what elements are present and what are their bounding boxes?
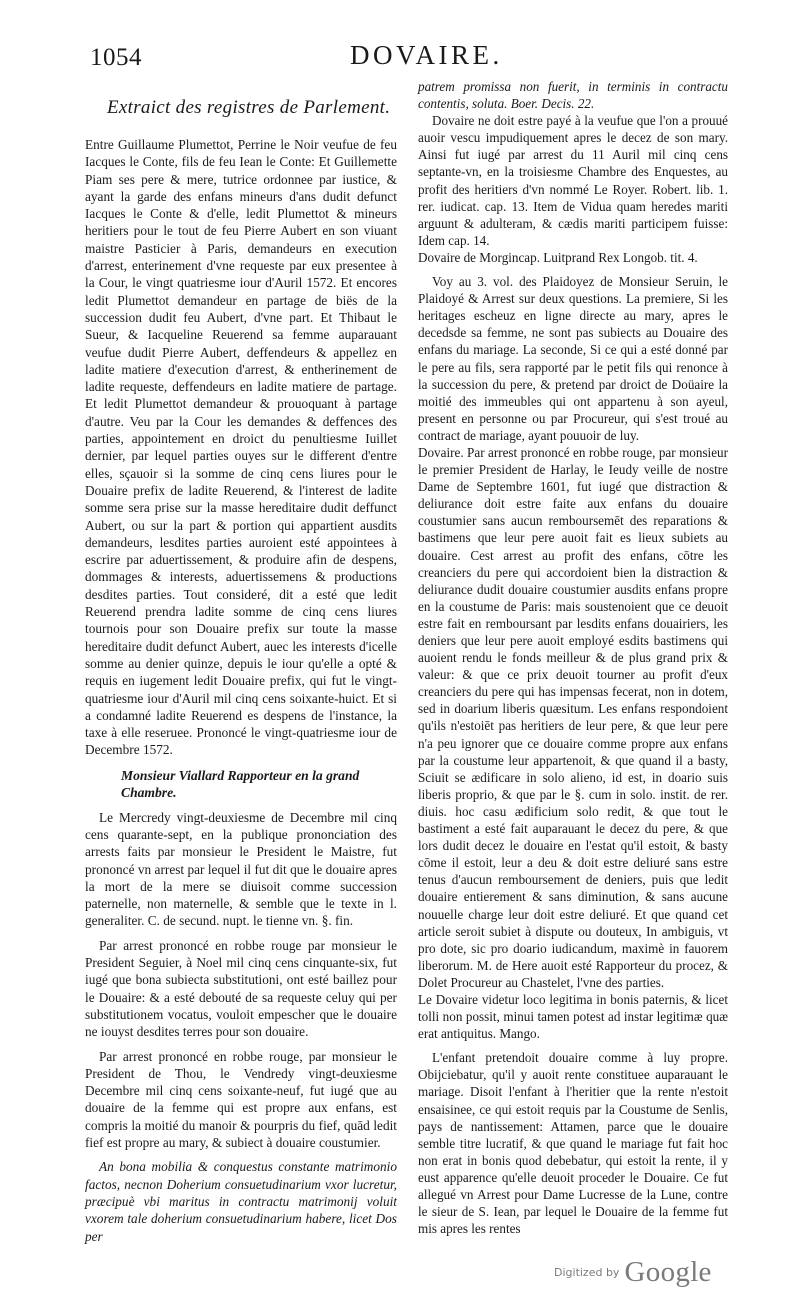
page-number: 1054 (90, 44, 142, 71)
left-column (85, 96, 397, 1245)
paragraph-latin-question: An bona mobilia & conquestus constante matrimonio factos, necnon Doherium consuetudinarium vxor lucretur, præcipuè vbi maritus in contractu matrimonij voluit vxorem tale doherium consuetudinarium habere, licet Dos per (85, 1159, 397, 1244)
watermark-prefix: Digitized by (554, 1266, 620, 1279)
paragraph-harlay: Dovaire. Par arrest prononcé en robbe rouge, par monsieur le premier President de Harlay, le Ieudy veille de nostre Dame de Septembre 1601, fut iugé que distraction & deliurance doit estre faite aux enfans du douaire coustumier sans aucun remboursemēt des reparations & bastimens que leur pere auoit fait es lieux subiets au douaire. Cest arrest au profit des enfans, cōtre les creanciers du pere qui accordoient bien la distraction & deliurance dudit douaire coustumier ausdits enfans propre en la coustume de Paris: mais soustenoient que ce deuoit estre fait en remboursant par lesdits enfans douairiers, les deniers que leur pere auoit employé esdits bastimens qui auoient rendu le fonds meilleur & de plus grand prix & valeur: & que ce prix deuoit tourner au profit d'eux creanciers du pere qui has impensas fecerat, non in dotem, sed in doarium liberis quæsitum. Les enfans respondoient qu'ils n'estoiēt pas heritiers de leur pere, & que leur pere n'a peu ignorer que ce douaire comme propre aux enfans par la coustume leur appartenoit, & que quand il a basty, Sciuit se ædificare in solo alieno, id est, in doario suis liberis proprio, & que par le §. cum in solo. instit. de rer. diuis. hoc casu ædificium solo redit, & que tout le bastiment a esté fait auparauant le decez du pere, & que lors dudit decez le douaire en l'estat qu'il estoit, & basty cōme il estoit, leur a deu & doit estre deliuré sans estre tenus d'aucun remboursement de deniers, puis que ledit douaire entierement & sans diminution, & sans aucune nouuelle charge leur doit estre deliuré. Et que quand cet article seroit subiet à dispute ou douteux, In ambiguis, vt pro dote, sic pro doario iudicandum, maximè in fauorem liberorum. M. de Here auoit esté Rapporteur du procez, & Dolet Procureur au Chastelet, l'vne des parties. (418, 444, 728, 990)
paragraph-seguier: Par arrest prononcé en robbe rouge par monsieur le President Seguier, à Noel mil cinq cens cinquante-six, fut iugé que bona subiecta substitutioni, ont esté baillez pour le Douaire: & a esté debouté de sa requeste celuy qui per substitutionem vocatus, vouloit empescher que le douaire ne iouyst desdites terres pour son douaire. (85, 937, 397, 1040)
paragraph-enfant-pretendoit: L'enfant pretendoit douaire comme à luy propre. Obijciebatur, qu'il y auoit rente constituee auparauant le mariage. Disoit l'enfant à l'heritier que la rente n'estoit ensaisinee, ce qui estoit requis par la Coustume de Senlis, pays de nantissement: Attamen, parce que le douaire semble titre lucratif, & que quand le mariage fut fait hoc non erat in bonis quod debebatur, qui estoit la rente, il y eust apparence qu'elle deuoit proceder le Douaire. Ce fut allegué vn Arrest pour Dame Lucresse de la Lune, contre le sieur de S. Iean, par lequel le Douaire de la femme fut mis apres les rentes (418, 1050, 728, 1237)
digitized-watermark (554, 1256, 712, 1289)
paragraph-extract: Entre Guillaume Plumettot, Perrine le Noir veufue de feu Iacques le Conte, fils de feu Iean le Conte: Et Guillemette Piam ses pere & mere, tutrice ordonnee par iustice, & ayant la garde des enfans mineurs d'ans dudit defunct Iacques le Conte & d'elle, ledit Plumettot & mineurs heritiers pour le tout de feu Pierre Aubert en son viuant maistre Pasticier à Paris, demandeurs en execution d'arrest, enterinement d'vne requeste par eux presentee à la Cour, le vingt quatriesme iour d'Auril 1572. Et encores ledit Plumettot demandeur en partage de biës de la succession dudit feu Aubert, d'vne part. Et Thibaut le Sueur, & Iacqueline Reuerend sa femme auparauant veufue dudit Pierre Aubert, deffendeurs & appellez en ladite matiere d'execution d'arrest, & entherinement de ladite requeste, deffendeurs en ladite matiere de partage. Et ledit Plumettot demandeur & prouoquant à partage d'autre. Veu par la Cour les demandes & deffences des parties, appointement en droict du penultiesme Iuillet dernier, par lequel parties ouyes sur le different d'entre elles, sçauoir si la somme de cinq cens liures pour le Douaire prefix de ladite Reuerend, & l'interest de ladite somme sera prise sur la masse hereditaire dudit deffunct Aubert, ou sur la part & portion qui appartient ausdits demandeurs, lesdites parties auroient esté appointees à escrire par aduertissement, & produire afin de despens, dommages & interests, aduertissemens & productions desdites parties. Tout consideré, dit a esté que ledit Reuerend prendra ladite somme de cinq cens liures tournois pour son Douaire prefix sur toute la masse hereditaire dudit defunct Aubert, auec les interests d'icelle somme au denier quinze, depuis le iour qu'elle a opté & requis en iugement ledit Douaire prefix, qui fut le vingt-quatriesme iour d'Auril mil cinq cens soixante-huict. Et si a condamné ladite Reuerend es despens de l'instance, la taxe à elle reseruee. Prononcé le vingt-quatriesme iour de Decembre 1572. (85, 137, 397, 758)
paragraph-douaire-veufue: Dovaire ne doit estre payé à la veufue que l'on a prouué auoir vescu impudiquement apres le decez de son mary. Ainsi fut iugé par arrest du 11 Auril mil cinq cens septante-vn, en la troisiesme Chambre des Enquestes, au profit des heritiers d'vn nommé Le Royer. Robert. lib. 1. rer. iudicat. cap. 13. Item de Vidua quam heredes mariti arguunt & adulteram, & cædis mariti participem fuisse: Idem cap. 14. (418, 113, 728, 248)
section-heading-rapporteur: Monsieur Viallard Rapporteur en la grand Chambre. (121, 767, 360, 800)
paragraph-legitima: Le Dovaire videtur loco legitima in bonis paternis, & licet tolli non possit, minui tamen potest ad instar legitimæ quæ erat antiquitus. Mango. (418, 991, 728, 1042)
paragraph-morgincap: Dovaire de Morgincap. Luitprand Rex Longob. tit. 4. (418, 249, 698, 265)
paragraph-seruin: Voy au 3. vol. des Plaidoyez de Monsieur Seruin, le Plaidoyé & Arrest sur deux questions. La premiere, Si les heritages escheuz en ligne directe au mary, apres le decedsde sa femme, ne sont pas subiects au Douaire des enfans du mariage. La seconde, Si ce qui a esté donné par le pere au fils, sera rapporté par le petit fils qui renonce à la succession du pere, & pretend par droict de Doüaire la moitié des immeubles qui ont appartenu à son ayeul, present en personne ou par Procureur, qui s'est troué au contract de mariage, ayant pouuoir de luy. (418, 274, 728, 443)
section-title: Extraict des registres de Parlement. (107, 97, 391, 118)
right-column (418, 78, 728, 1237)
paragraph-thou: Par arrest prononcé en robbe rouge, par monsieur le President de Thou, le Vendredy vingt-deuxiesme Decembre mil cinq cens soixante-neuf, fut iugé que au douaire de la femme qui est propre aux enfans, est compris la moitié du manoir & pourpris du fief, quād ledit fief est propre au mary, & subiect à douaire coustumier. (85, 1048, 397, 1151)
google-logo: Google (624, 1256, 712, 1288)
running-head: DOVAIRE. (350, 40, 503, 70)
paragraph-mercredy: Le Mercredy vingt-deuxiesme de Decembre mil cinq cens quarante-sept, en la publique prononciation des arrests faits par monsieur le President le Maistre, fut prononcé vn arrest par lequel il fut dit que le douaire apres la mort de la mere se diuisoit comme succession paternelle, non maternelle, & semble que le texte in l. generaliter. C. de secund. nupt. le tienne vn. §. fin. (85, 809, 397, 929)
paragraph-continuation: patrem promissa non fuerit, in terminis in contractu contentis, soluta. Boer. Decis. 22. (418, 79, 728, 112)
